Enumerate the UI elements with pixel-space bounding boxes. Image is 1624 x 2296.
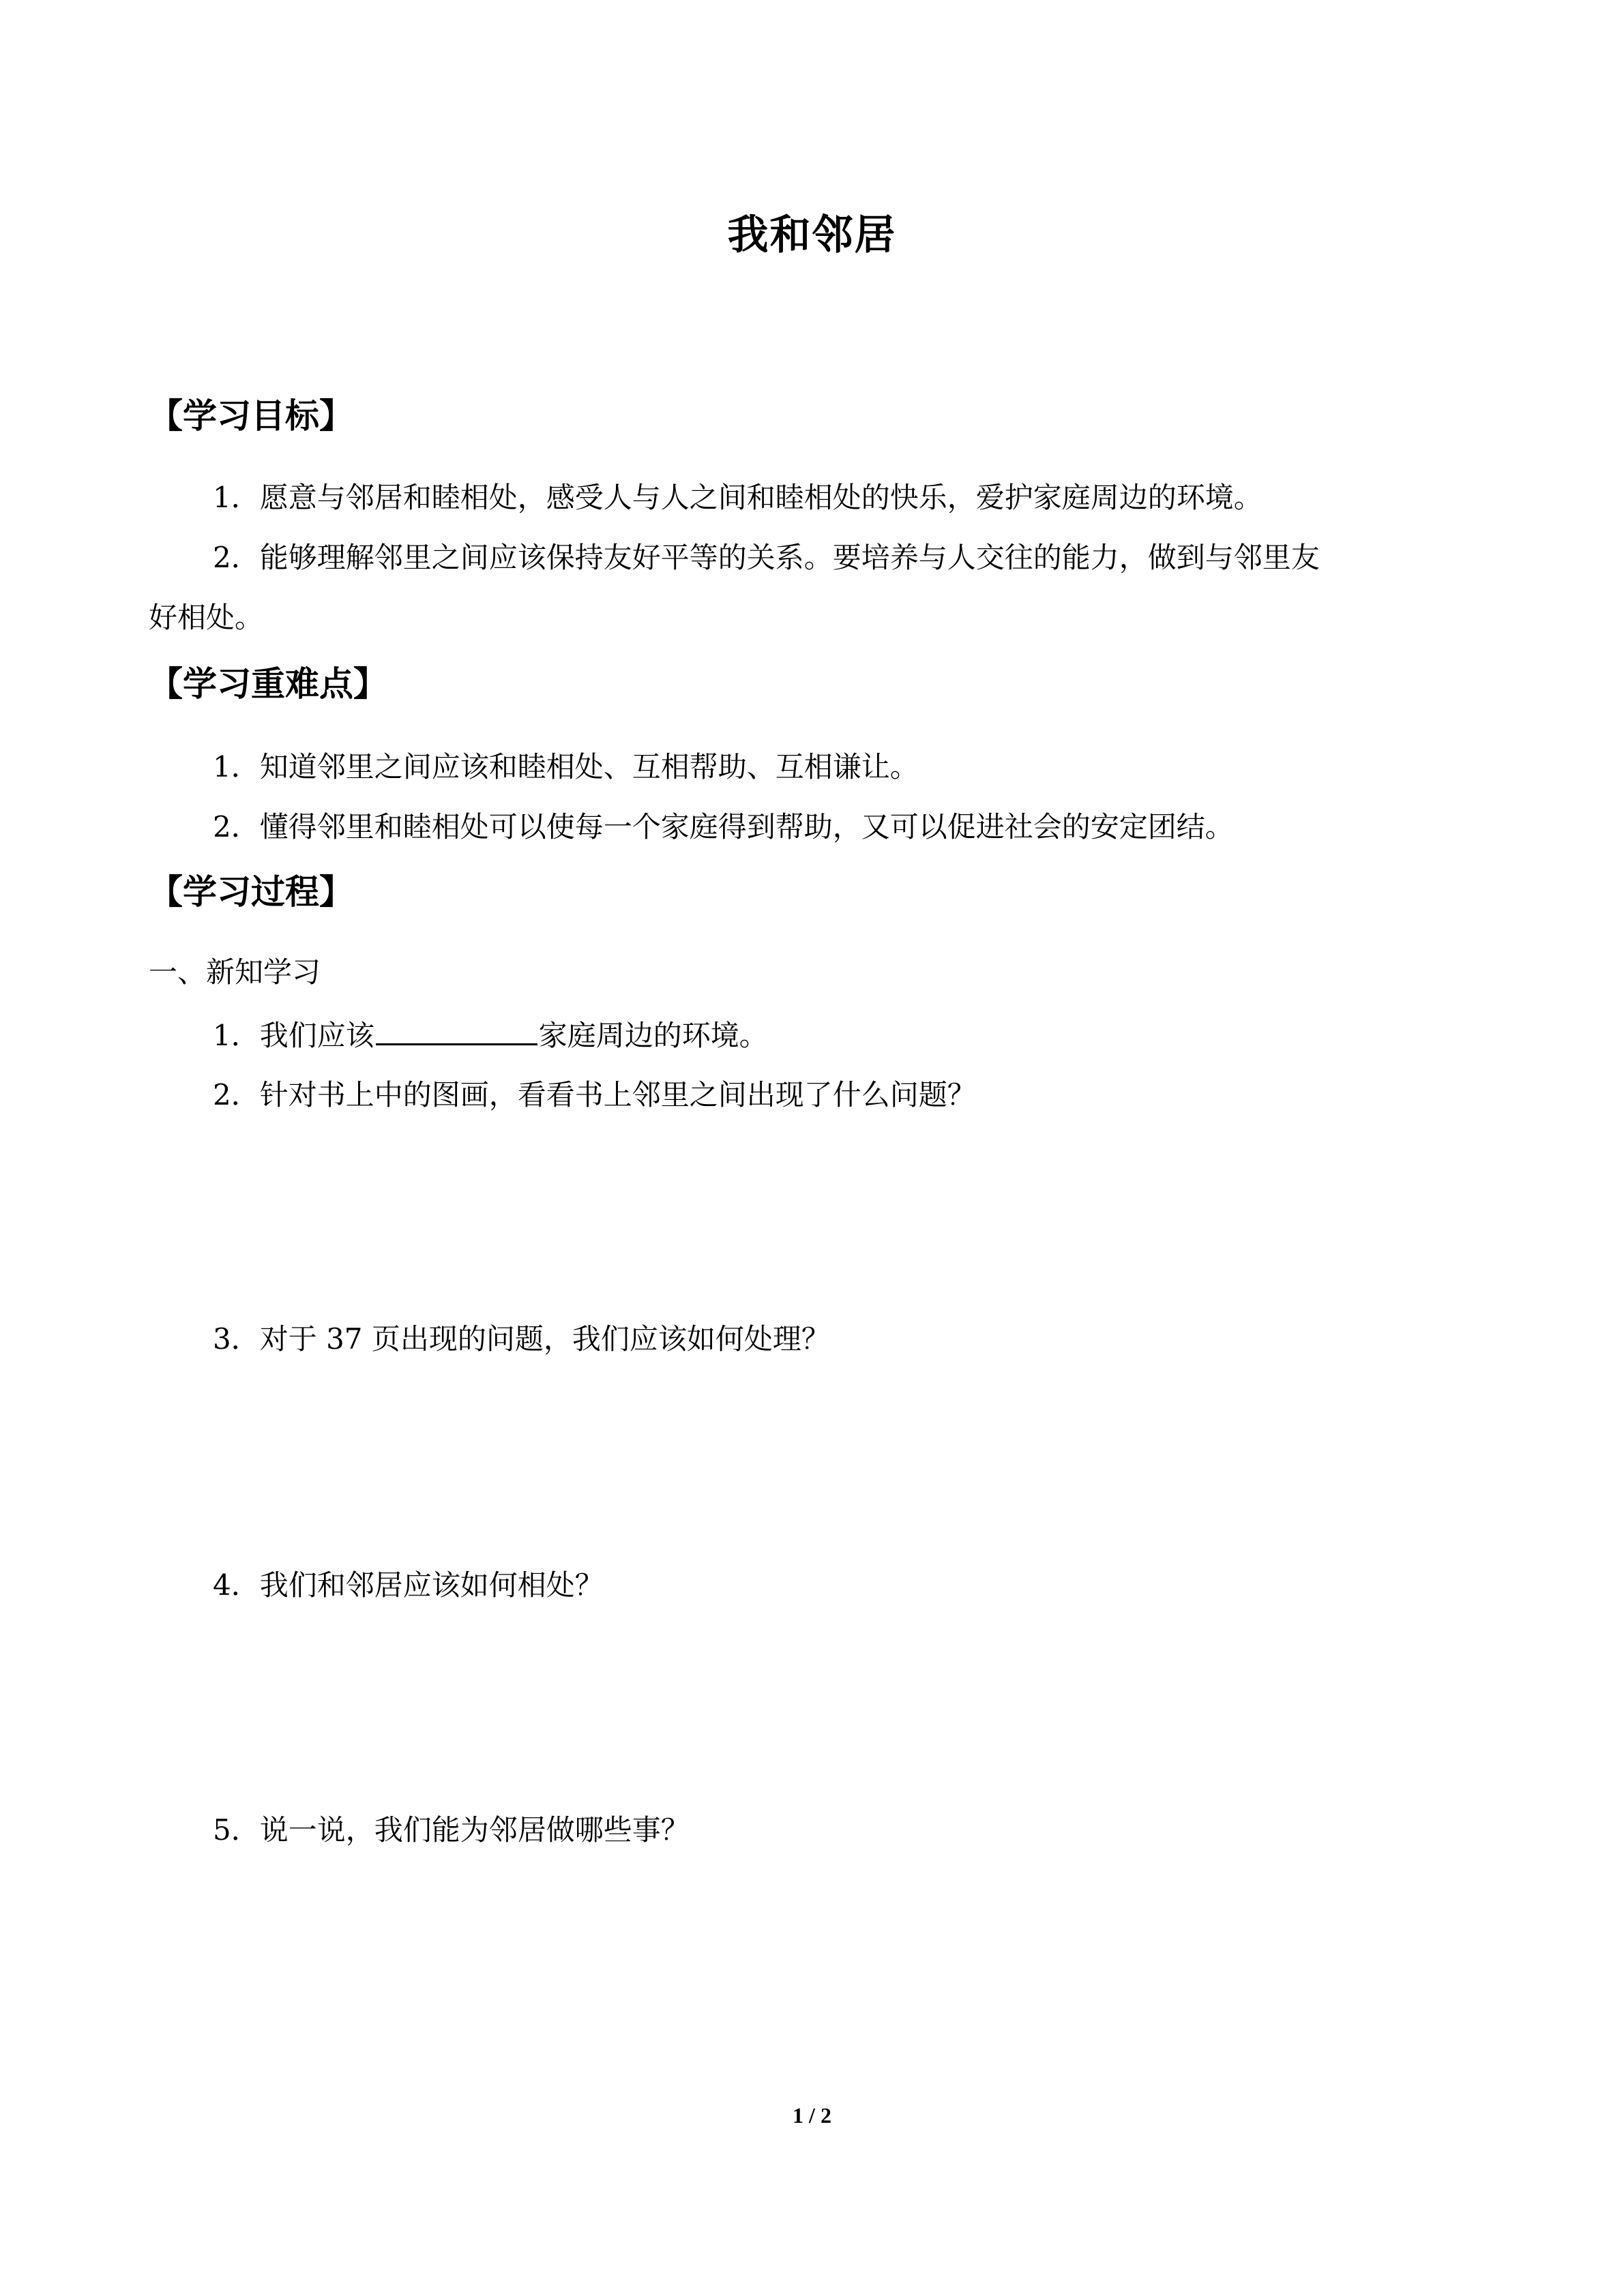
question-4: 4．我们和邻居应该如何相处？ <box>213 1568 604 1602</box>
subheading-new-knowledge: 一、新知学习 <box>149 955 321 989</box>
question-1-prefix: 1．我们应该 <box>213 1019 374 1052</box>
question-1 <box>213 1012 768 1056</box>
heading-learning-process: 【学习过程】 <box>149 872 353 912</box>
heading-key-points: 【学习重难点】 <box>149 664 387 704</box>
fill-in-blank[interactable] <box>376 1012 537 1045</box>
page-number: 1 / 2 <box>793 2103 831 2128</box>
objective-item-1: 1．愿意与邻居和睦相处，感受人与人之间和睦相处的快乐，爱护家庭周边的环境。 <box>213 481 1263 514</box>
heading-learning-objectives: 【学习目标】 <box>149 396 353 436</box>
question-3: 3．对于 37 页出现的问题，我们应该如何处理？ <box>213 1322 830 1356</box>
key-point-item-1: 1．知道邻里之间应该和睦相处、互相帮助、互相谦让。 <box>213 750 919 784</box>
objective-item-2: 2．能够理解邻里之间应该保持友好平等的关系。要培养与人交往的能力，做到与邻里友 <box>213 541 1320 574</box>
question-5: 5．说一说，我们能为邻居做哪些事？ <box>213 1813 690 1847</box>
document-title: 我和邻居 <box>727 211 897 259</box>
question-2: 2．针对书上中的图画，看看书上邻里之间出现了什么问题？ <box>213 1078 976 1112</box>
key-point-item-2: 2．懂得邻里和睦相处可以使每一个家庭得到帮助，又可以促进社会的安定团结。 <box>213 810 1234 844</box>
objective-item-2-continued: 好相处。 <box>149 601 264 634</box>
question-1-suffix: 家庭周边的环境。 <box>538 1019 768 1052</box>
